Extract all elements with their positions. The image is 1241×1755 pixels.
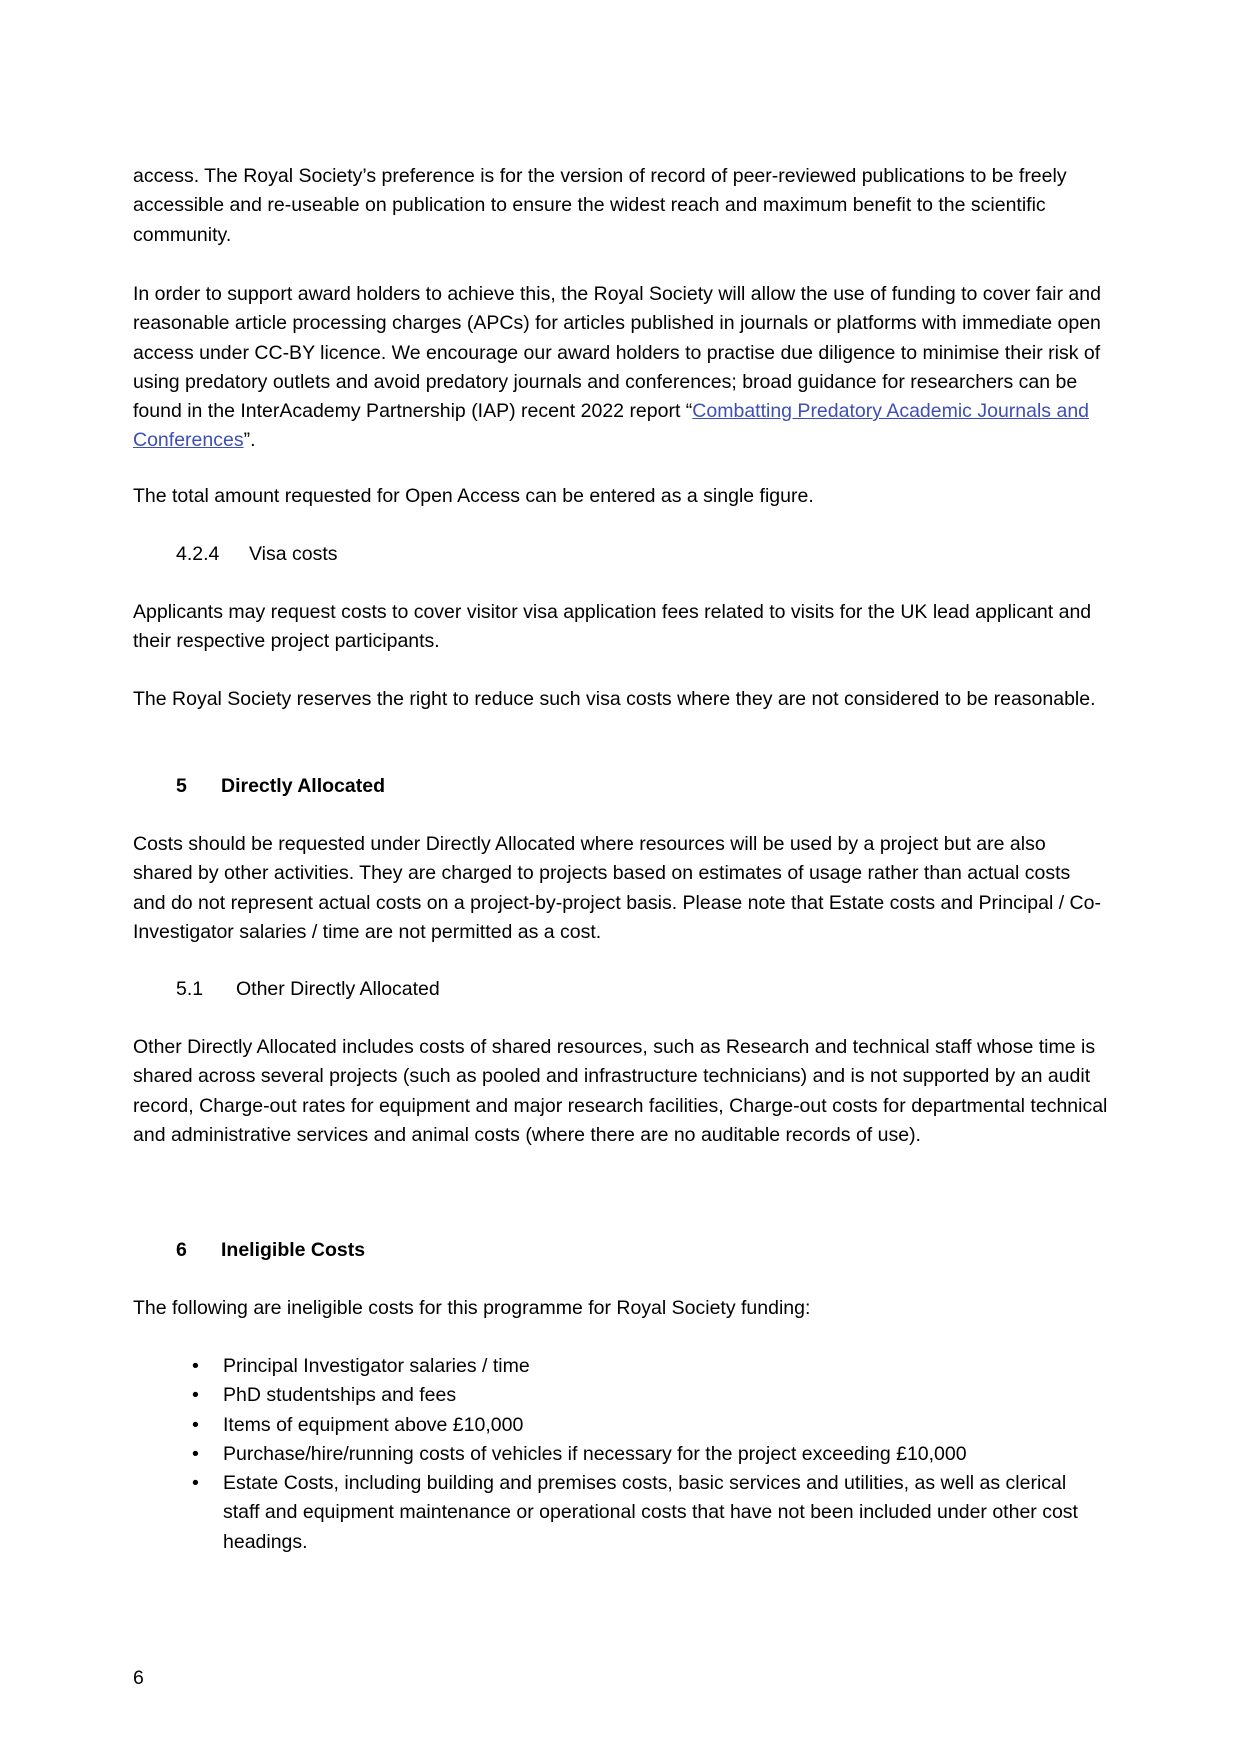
- bullet-icon: •: [192, 1442, 199, 1465]
- heading-title: Ineligible Costs: [221, 1239, 366, 1261]
- heading-visa-costs: [176, 540, 338, 569]
- page-number: 6: [133, 1667, 144, 1689]
- paragraph-apc-text: In order to support award holders to achieve this, the Royal Society will allow the use of funding to cover fair and reasonable article processing charges (APCs) for articles published in journals or platforms with immediate open access under CC-BY licence. We encourage our award holders to practise due diligence to minimise their risk of using predatory outlets and avoid predatory journals and conferences; broad guidance for researchers can be found in the InterAcademy Partnership (IAP) recent 2022 report “: [133, 283, 1101, 423]
- paragraph-open-access-total: The total amount requested for Open Access can be entered as a single figure.: [133, 485, 814, 507]
- heading-ineligible-costs: [176, 1236, 365, 1265]
- heading-directly-allocated: [176, 772, 385, 801]
- heading-number: 6: [176, 1239, 187, 1261]
- paragraph-visa-reserve: The Royal Society reserves the right to reduce such visa costs where they are not considered to be reasonable.: [133, 688, 1096, 710]
- paragraph-directly-allocated: Costs should be requested under Directly Allocated where resources will be used by a project but are also shared by other activities. They are charged to projects based on estimates of usage rather than actual costs and do not represent actual costs on a project-by-project basis. Please note that Estate costs and Principal / Co- Investigator salaries / time are not permitted as a cost.: [133, 833, 1101, 943]
- iap-report-link[interactable]: Combatting Predatory Academic Journals and Conferences: [133, 400, 1090, 452]
- paragraph-open-access-preference: access. The Royal Society’s preference is for the version of record of peer-reviewed publications to be freely accessible and re-useable on publication to ensure the widest reach and maximum benefit to the scientific community.: [133, 165, 1067, 246]
- paragraph-apc-support: [133, 280, 1108, 456]
- list-item: [133, 1469, 1108, 1557]
- heading-other-directly-allocated: [176, 975, 440, 1004]
- heading-number: 5.1: [176, 978, 204, 1000]
- bullet-icon: •: [192, 1384, 199, 1407]
- paragraph-other-directly-allocated: Other Directly Allocated includes costs of shared resources, such as Research and technical staff whose time is shared across several projects (such as pooled and infrastructure technicians) and is not supported by an audit record, Charge-out rates for equipment and major research facilities, Charge-out costs for departmental technical and administrative services and animal costs (where there are no auditable records of use).: [133, 1036, 1108, 1146]
- list-item: [133, 1381, 1108, 1410]
- bullet-icon: •: [192, 1355, 199, 1377]
- list-item-text: PhD studentships and fees: [223, 1384, 457, 1407]
- heading-title: Visa costs: [249, 543, 338, 565]
- list-item-text: Principal Investigator salaries / time: [223, 1355, 530, 1377]
- heading-number: 4.2.4: [176, 543, 220, 565]
- paragraph-visa-fees: Applicants may request costs to cover visitor visa application fees related to visits for the UK lead applicant and their respective project participants.: [133, 601, 1092, 653]
- heading-number: 5: [176, 775, 187, 797]
- bullet-icon: •: [192, 1472, 199, 1495]
- heading-title: Other Directly Allocated: [236, 978, 440, 1000]
- ineligible-costs-list: [133, 1352, 1108, 1557]
- list-item-text: Items of equipment above £10,000: [223, 1413, 524, 1436]
- list-item-text: Purchase/hire/running costs of vehicles if necessary for the project exceeding £10,000: [223, 1442, 967, 1465]
- list-item: [133, 1352, 1108, 1381]
- paragraph-ineligible-intro: The following are ineligible costs for this programme for Royal Society funding:: [133, 1297, 811, 1319]
- paragraph-apc-end: ”.: [243, 429, 256, 452]
- heading-title: Directly Allocated: [221, 775, 385, 797]
- list-item: [133, 1411, 1108, 1440]
- list-item: [133, 1440, 1108, 1469]
- list-item-text: Estate Costs, including building and premises costs, basic services and utilities, as well as clerical staff and equipment maintenance or operational costs that have not been included under other cost headings.: [223, 1472, 1078, 1553]
- bullet-icon: •: [192, 1413, 199, 1436]
